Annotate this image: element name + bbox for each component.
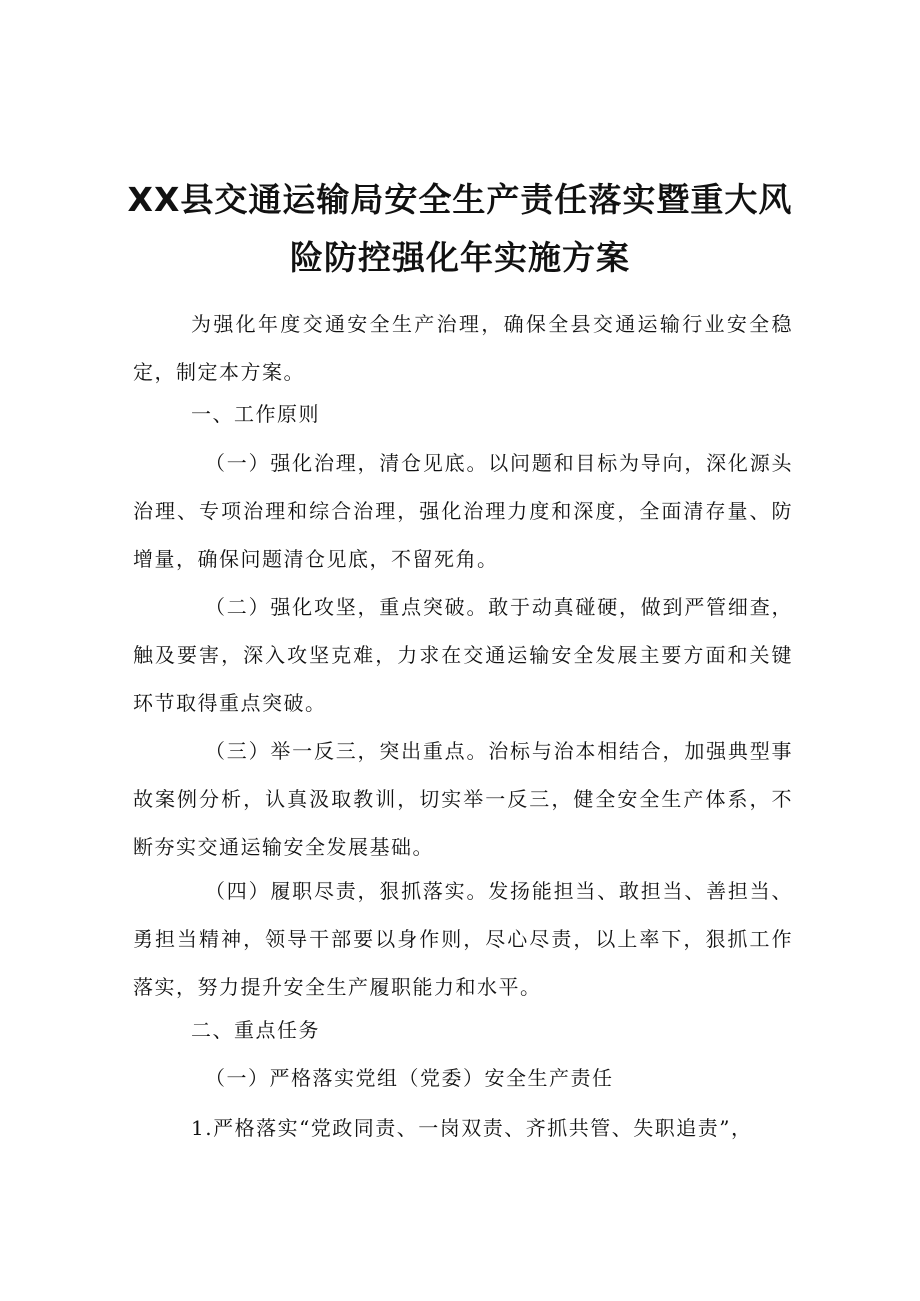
document-title-line-2: 险防控强化年实施方案 <box>290 238 630 277</box>
principle-paragraph-4: （四）履职尽责，狠抓落实。发扬能担当、敢担当、善担当、勇担当精神，领导干部要以身作则，尽心尽责，以上率下，狠抓工作落实，努力提升安全生产履职能力和水平。 <box>133 879 793 999</box>
intro-paragraph: 为强化年度交通安全生产治理，确保全县交通运输行业安全稳定，制定本方案。 <box>133 312 793 384</box>
principle-paragraph-1: （一）强化治理，清仓见底。以问题和目标为导向，深化源头治理、专项治理和综合治理，强化治理力度和深度，全面清存量、防增量，确保问题清仓见底，不留死角。 <box>133 451 793 571</box>
task-item-1: 1.严格落实“党政同责、一岗双责、齐抓共管、失职追责”， <box>191 1116 753 1140</box>
principle-paragraph-3: （三）举一反三，突出重点。治标与治本相结合，加强典型事故案例分析，认真汲取教训，切实举一反三，健全安全生产体系，不断夯实交通运输安全发展基础。 <box>133 739 793 859</box>
section-heading-key-tasks: 二、重点任务 <box>191 1018 320 1042</box>
section-heading-work-principles: 一、工作原则 <box>191 402 320 426</box>
principle-paragraph-2: （二）强化攻坚，重点突破。敢于动真碰硬，做到严管细查，触及要害，深入攻坚克难，力求在交通运输安全发展主要方面和关键环节取得重点突破。 <box>133 595 793 715</box>
task-subheading-1: （一）严格落实党组（党委）安全生产责任 <box>205 1066 614 1090</box>
document-title-line-1: XX县交通运输局安全生产责任落实暨重大风 <box>127 180 793 219</box>
